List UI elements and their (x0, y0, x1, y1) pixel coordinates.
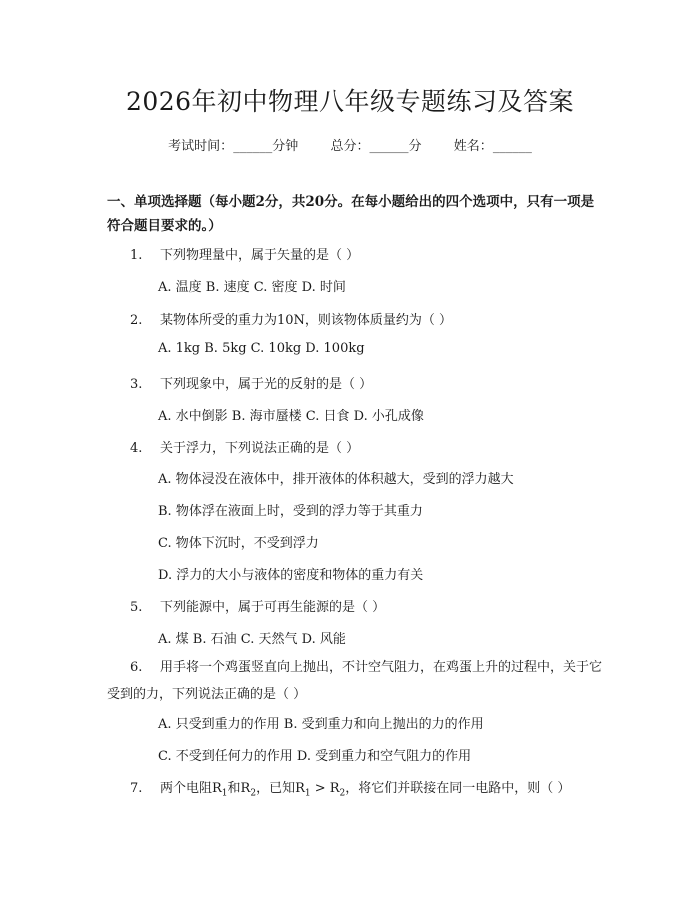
question-number: 3. (130, 377, 143, 392)
question-number: 2. (130, 313, 143, 328)
question-text: 关于浮力，下列说法正确的是（ ） (160, 441, 360, 456)
question-6-options-cd: C. 不受到任何力的作用 D. 受到重力和空气阻力的作用 (158, 749, 472, 764)
question-text: 两个电阻$R_1$和$R_2$，已知$R_1 > R_2$，将它们并联接在同一电路中，则（ ） (160, 781, 571, 799)
score-label: 总分： (330, 139, 370, 154)
question-6-options-ab: A. 只受到重力的作用 B. 受到重力和向上抛出的力的作用 (158, 717, 484, 732)
section-heading: 一、单项选择题（每小题2分，共20分。在每小题给出的四个选项中，只有一项是符合题目要求的。） (107, 194, 595, 234)
time-label: 考试时间： (168, 139, 234, 154)
question-number: 6. (130, 660, 143, 675)
question-2 (130, 309, 452, 328)
question-text: 下列能源中，属于可再生能源的是（ ） (160, 600, 386, 615)
question-7 (130, 777, 570, 799)
question-number: 4. (130, 441, 143, 456)
question-3-options: A. 水中倒影 B. 海市蜃楼 C. 日食 D. 小孔成像 (158, 409, 424, 424)
question-5-options: A. 煤 B. 石油 C. 天然气 D. 风能 (158, 632, 346, 647)
question-4-option-d: D. 浮力的大小与液体的密度和物体的重力有关 (158, 568, 424, 583)
question-5 (130, 596, 385, 615)
question-text: 下列现象中，属于光的反射的是（ ） (160, 377, 373, 392)
question-text: 某物体所受的重力为10N，则该物体质量约为（ ） (160, 313, 453, 328)
question-text: 用手将一个鸡蛋竖直向上抛出，不计空气阻力，在鸡蛋上升的过程中，关于它受到的力，下列说法正确的是（ ） (107, 660, 603, 702)
time-unit: 分钟 (272, 139, 299, 154)
question-number: 7. (130, 781, 143, 796)
question-4-option-c: C. 物体下沉时，不受到浮力 (158, 536, 319, 551)
score-unit: 分 (408, 139, 422, 154)
page-title: 2026年初中物理八年级专题练习及答案 (125, 87, 575, 116)
name-blank: ______ (492, 139, 532, 154)
question-6 (107, 654, 607, 708)
question-1-options: A. 温度 B. 速度 C. 密度 D. 时间 (158, 280, 346, 295)
exam-info-line (0, 135, 700, 154)
question-1 (130, 244, 359, 263)
question-4 (130, 437, 359, 456)
question-4-option-a: A. 物体浸没在液体中，排开液体的体积越大，受到的浮力越大 (158, 472, 514, 487)
question-text: 下列物理量中，属于矢量的是（ ） (160, 248, 360, 263)
name-label: 姓名： (453, 139, 493, 154)
question-3 (130, 373, 372, 392)
question-2-options: A. 1kg B. 5kg C. 10kg D. 100kg (158, 341, 365, 356)
question-4-option-b: B. 物体浮在液面上时，受到的浮力等于其重力 (158, 504, 423, 519)
time-blank: ______ (233, 139, 273, 154)
question-number: 5. (130, 600, 143, 615)
score-blank: ______ (369, 139, 409, 154)
question-number: 1. (130, 248, 143, 263)
